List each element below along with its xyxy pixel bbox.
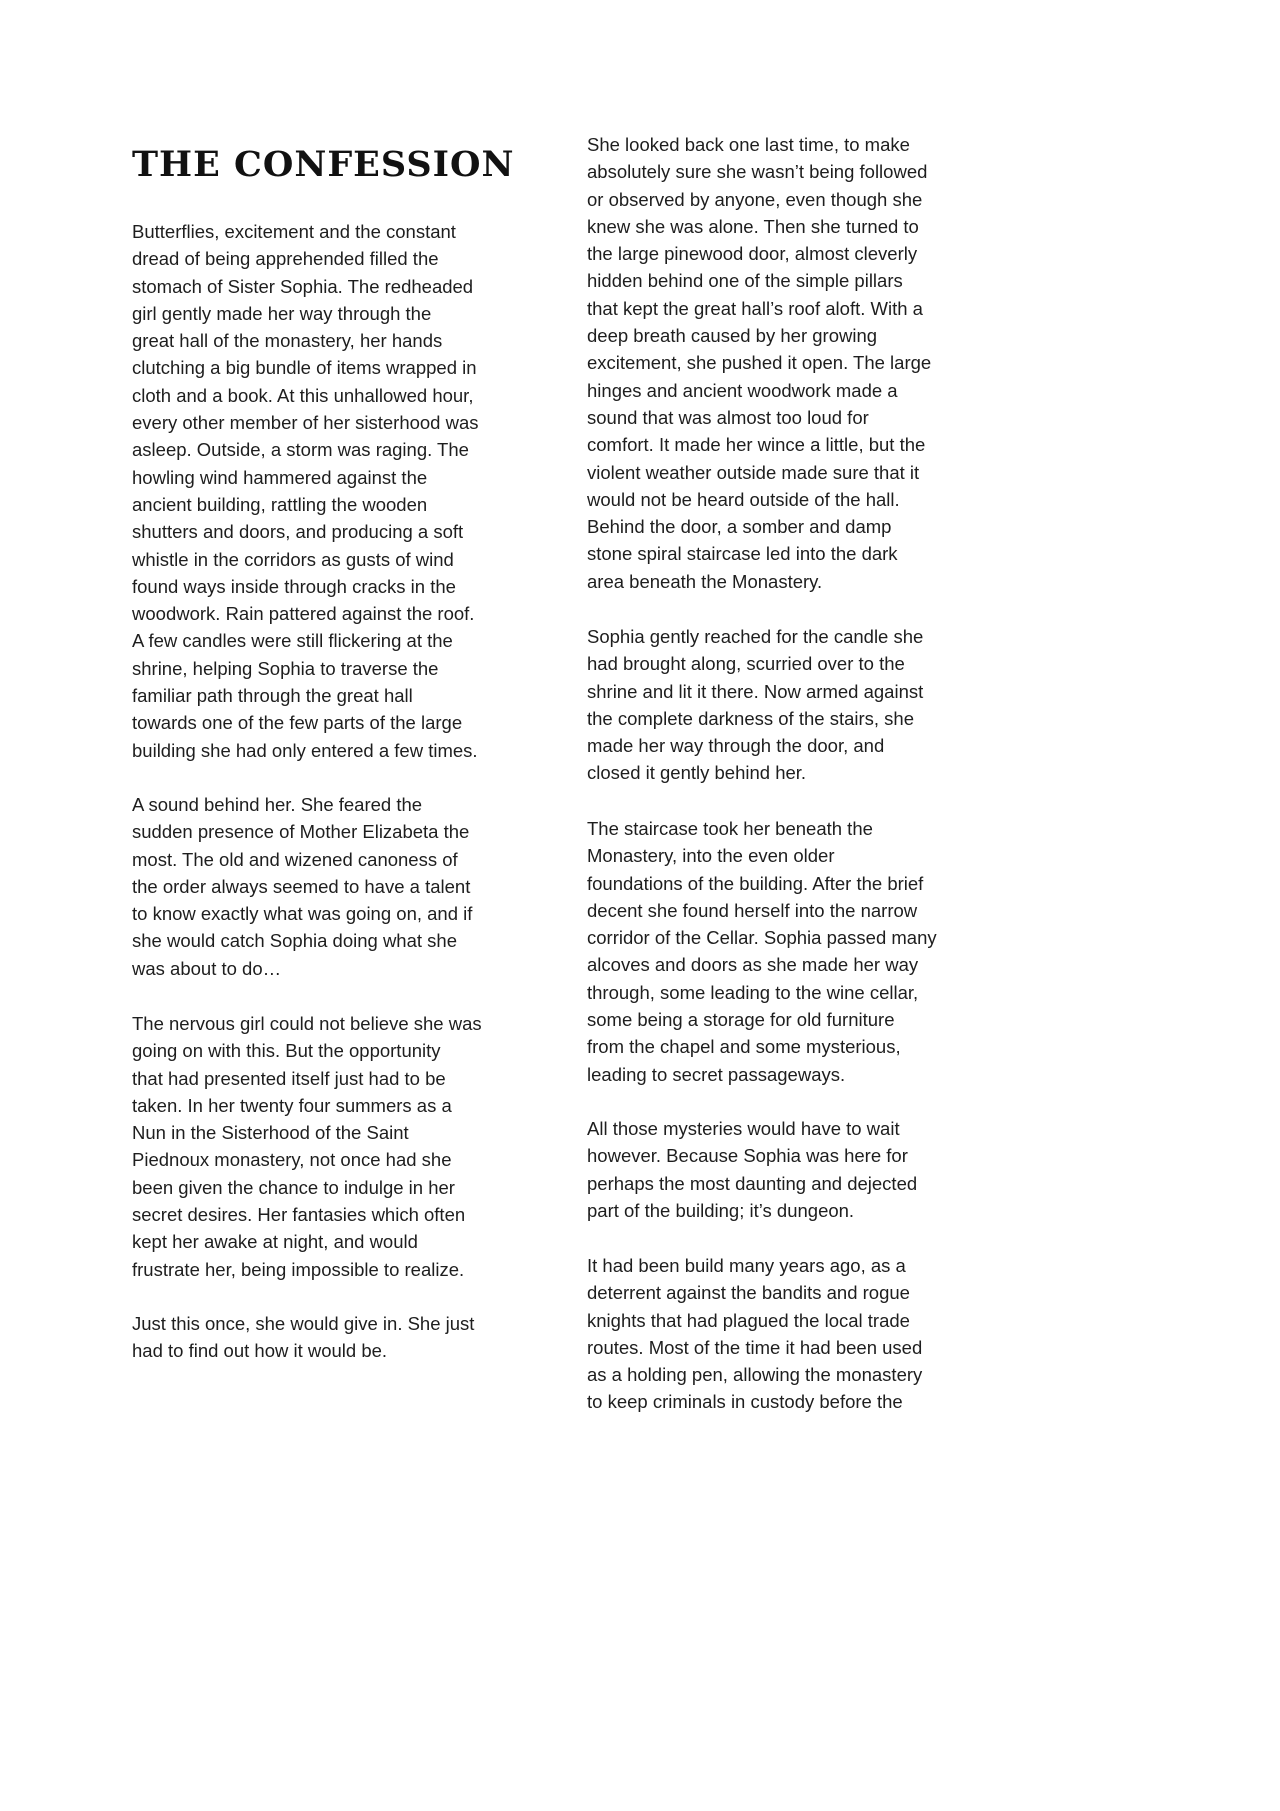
text-line: the complete darkness of the stairs, she: [587, 707, 915, 729]
text-line: dread of being apprehended filled the: [132, 248, 439, 270]
text-line: girl gently made her way through the: [132, 302, 432, 324]
text-line: stone spiral staircase led into the dark: [587, 543, 898, 565]
text-line: decent she found herself into the narrow: [587, 899, 918, 921]
text-line: or observed by anyone, even though she: [587, 188, 923, 210]
text-line: hinges and ancient woodwork made a: [587, 379, 898, 401]
text-line: stomach of Sister Sophia. The redheaded: [132, 275, 474, 297]
text-line: knew she was alone. Then she turned to: [587, 215, 919, 237]
text-line: absolutely sure she wasn’t being followed: [587, 161, 928, 183]
text-line: going on with this. But the opportunity: [132, 1040, 441, 1062]
left-paragraph-4: [132, 1310, 474, 1365]
right-paragraph-1: [587, 131, 931, 595]
text-line: that had presented itself just had to be: [132, 1067, 446, 1089]
text-line: the large pinewood door, almost cleverly: [587, 243, 918, 265]
text-line: part of the building; it’s dungeon.: [587, 1199, 855, 1221]
text-line: leading to secret passageways.: [587, 1063, 846, 1085]
text-line: shutters and doors, and producing a soft: [132, 521, 464, 543]
text-line: had brought along, scurried over to the: [587, 653, 905, 675]
text-line: towards one of the few parts of the large: [132, 712, 463, 734]
right-paragraph-4: [587, 1115, 917, 1224]
text-line: kept her awake at night, and would: [132, 1231, 418, 1253]
text-line: made her way through the door, and: [587, 735, 885, 757]
text-line: She looked back one last time, to make: [587, 134, 910, 155]
text-line: frustrate her, being impossible to realize.: [132, 1258, 465, 1280]
text-line: A sound behind her. She feared the: [132, 794, 423, 815]
text-line: All those mysteries would have to wait: [587, 1118, 900, 1139]
text-line: cloth and a book. At this unhallowed hour,: [132, 384, 474, 406]
text-line: Nun in the Sisterhood of the Saint: [132, 1122, 409, 1144]
text-line: some being a storage for old furniture: [587, 1009, 895, 1031]
text-line: through, some leading to the wine cellar,: [587, 981, 919, 1003]
text-line: would not be heard outside of the hall.: [587, 488, 900, 510]
text-line: corridor of the Cellar. Sophia passed many: [587, 927, 937, 949]
text-line: The nervous girl could not believe she was: [132, 1013, 482, 1034]
text-line: closed it gently behind her.: [587, 762, 807, 784]
left-paragraph-3: [132, 1010, 482, 1283]
text-line: sudden presence of Mother Elizabeta the: [132, 821, 470, 843]
text-line: A few candles were still flickering at the: [132, 630, 453, 652]
left-paragraph-1: [132, 218, 479, 764]
text-line: woodwork. Rain pattered against the roof.: [132, 603, 475, 625]
left-paragraph-2: [132, 791, 472, 982]
text-line: excitement, she pushed it open. The large: [587, 352, 932, 374]
text-line: sound that was almost too loud for: [587, 406, 869, 428]
text-line: however. Because Sophia was here for: [587, 1145, 908, 1167]
text-line: to keep criminals in custody before the: [587, 1391, 903, 1413]
text-line: familiar path through the great hall: [132, 685, 413, 707]
text-line: whistle in the corridors as gusts of wind: [132, 548, 454, 570]
text-line: as a holding pen, allowing the monastery: [587, 1364, 923, 1386]
text-line: building she had only entered a few times.: [132, 739, 478, 761]
text-line: great hall of the monastery, her hands: [132, 330, 443, 352]
right-paragraph-3: [587, 815, 937, 1088]
text-line: from the chapel and some mysterious,: [587, 1036, 901, 1058]
text-line: comfort. It made her wince a little, but the: [587, 434, 926, 456]
text-line: Butterflies, excitement and the constant: [132, 221, 456, 242]
text-line: hidden behind one of the simple pillars: [587, 270, 903, 292]
text-line: deterrent against the bandits and rogue: [587, 1282, 910, 1304]
text-line: secret desires. Her fantasies which often: [132, 1204, 466, 1226]
text-line: The staircase took her beneath the: [587, 818, 873, 839]
text-line: deep breath caused by her growing: [587, 325, 878, 347]
text-line: been given the chance to indulge in her: [132, 1176, 455, 1198]
text-line: alcoves and doors as she made her way: [587, 954, 919, 976]
right-paragraph-5: [587, 1252, 922, 1416]
text-line: perhaps the most daunting and dejected: [587, 1172, 918, 1194]
right-paragraph-2: [587, 623, 923, 787]
text-line: she would catch Sophia doing what she: [132, 930, 457, 952]
page-title: THE CONFESSION: [132, 144, 515, 185]
text-line: routes. Most of the time it had been used: [587, 1336, 923, 1358]
text-line: howling wind hammered against the: [132, 466, 428, 488]
text-line: was about to do…: [132, 957, 282, 979]
text-line: Behind the door, a somber and damp: [587, 516, 892, 538]
text-line: Sophia gently reached for the candle she: [587, 626, 924, 647]
text-line: asleep. Outside, a storm was raging. The: [132, 439, 469, 461]
text-line: had to find out how it would be.: [132, 1340, 388, 1362]
text-line: Just this once, she would give in. She just: [132, 1313, 475, 1334]
text-line: violent weather outside made sure that it: [587, 461, 920, 483]
text-line: every other member of her sisterhood was: [132, 412, 479, 434]
text-line: knights that had plagued the local trade: [587, 1309, 910, 1331]
text-line: shrine and lit it there. Now armed against: [587, 680, 924, 702]
text-line: It had been build many years ago, as a: [587, 1255, 906, 1276]
text-line: shrine, helping Sophia to traverse the: [132, 657, 439, 679]
text-line: clutching a big bundle of items wrapped in: [132, 357, 477, 379]
text-line: taken. In her twenty four summers as a: [132, 1094, 452, 1116]
text-line: most. The old and wizened canoness of: [132, 848, 458, 870]
text-line: to know exactly what was going on, and if: [132, 903, 473, 925]
text-line: foundations of the building. After the brief: [587, 872, 924, 894]
text-line: Monastery, into the even older: [587, 845, 835, 867]
text-line: ancient building, rattling the wooden: [132, 493, 428, 515]
text-line: found ways inside through cracks in the: [132, 575, 456, 597]
text-line: Piednoux monastery, not once had she: [132, 1149, 452, 1171]
text-line: area beneath the Monastery.: [587, 570, 823, 592]
text-line: that kept the great hall’s roof aloft. With a: [587, 297, 923, 319]
text-line: the order always seemed to have a talent: [132, 875, 471, 897]
